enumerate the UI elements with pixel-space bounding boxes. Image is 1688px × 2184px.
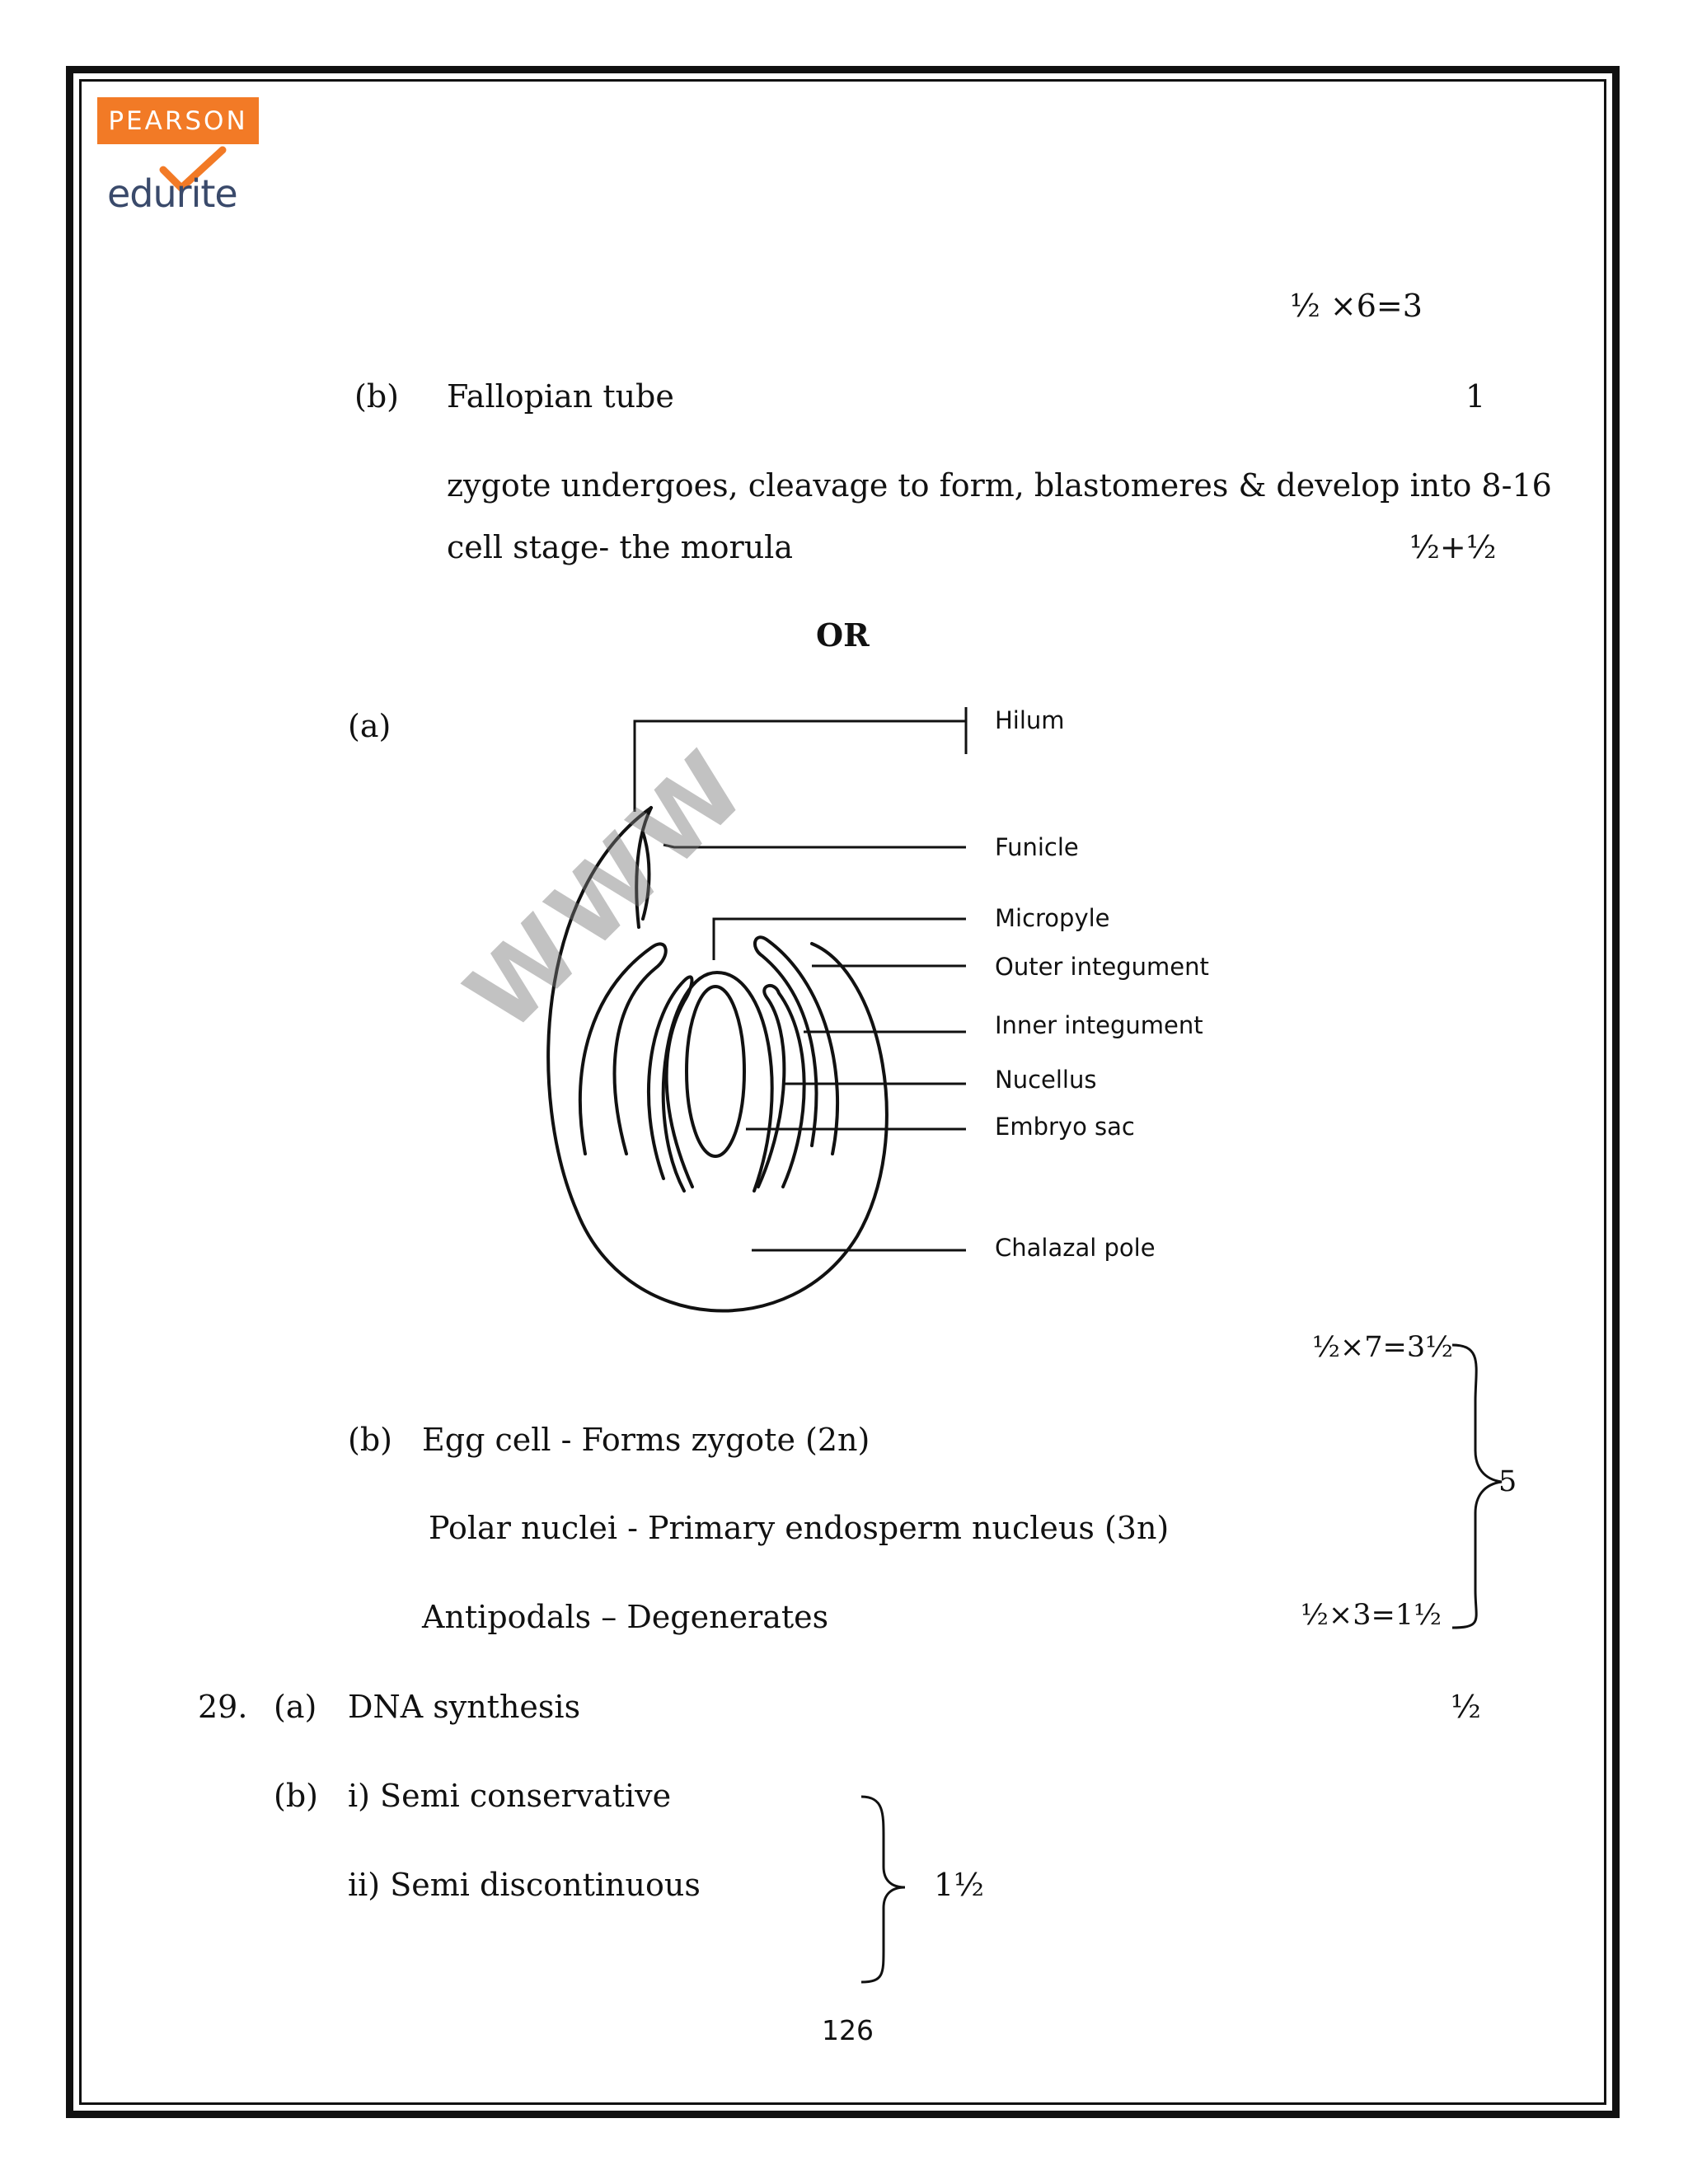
label-funicle: Funicle [995,833,1079,861]
top-mark: ½ ×6=3 [1290,288,1423,324]
part-b1-line2-mark: ½+½ [1409,529,1497,565]
part-b2-line3-mark: ½×3=1½ [1301,1599,1442,1632]
q29-b-line1: i) Semi conservative [348,1778,672,1814]
q29-a-label: (a) [274,1689,317,1725]
part-b1-label: (b) [354,378,399,415]
pearson-logo-text: PEARSON [108,105,248,136]
label-inner-integument: Inner integument [995,1011,1203,1039]
page-number: 126 [822,2014,874,2046]
part-b1-answer: Fallopian tube [447,378,674,415]
q29-b-label: (b) [274,1778,318,1814]
part-b2-line2: Polar nuclei - Primary endosperm nucleus (3n) [429,1510,1170,1546]
part-b2-label: (b) [348,1422,392,1458]
part-b1-line2: cell stage- the morula [447,529,793,565]
label-micropyle: Micropyle [995,904,1110,932]
embryo-sac-shape [687,987,744,1156]
q29-b-mark: 1½ [934,1867,985,1903]
label-chalazal-pole: Chalazal pole [995,1234,1156,1262]
q29-b-line2: ii) Semi discontinuous [348,1867,701,1903]
watermark: WWW [445,727,772,1054]
brace-q29b [861,1797,905,1982]
label-embryo-sac: Embryo sac [995,1113,1135,1141]
q29-number: 29. [198,1689,248,1725]
part-b1-line1: zygote undergoes, cleavage to form, blastomeres & develop into 8-16 [447,467,1552,504]
part-b1-mark: 1 [1465,378,1486,415]
part-b2-line3: Antipodals – Degenerates [422,1599,829,1635]
label-nucellus: Nucellus [995,1066,1097,1094]
diagram-mark: ½×7=3½ [1312,1331,1454,1364]
brace-five-marks [1452,1345,1502,1628]
brace-total-mark: 5 [1498,1465,1517,1498]
q29-a-mark: ½ [1451,1689,1481,1725]
label-hilum: Hilum [995,706,1065,734]
part-b2-line1: Egg cell - Forms zygote (2n) [422,1422,870,1458]
part-a-label: (a) [348,708,392,744]
label-outer-integument: Outer integument [995,953,1209,981]
q29-a-answer: DNA synthesis [348,1689,581,1725]
edurite-logo-text: edurite [107,171,237,216]
or-heading: OR [816,616,870,654]
